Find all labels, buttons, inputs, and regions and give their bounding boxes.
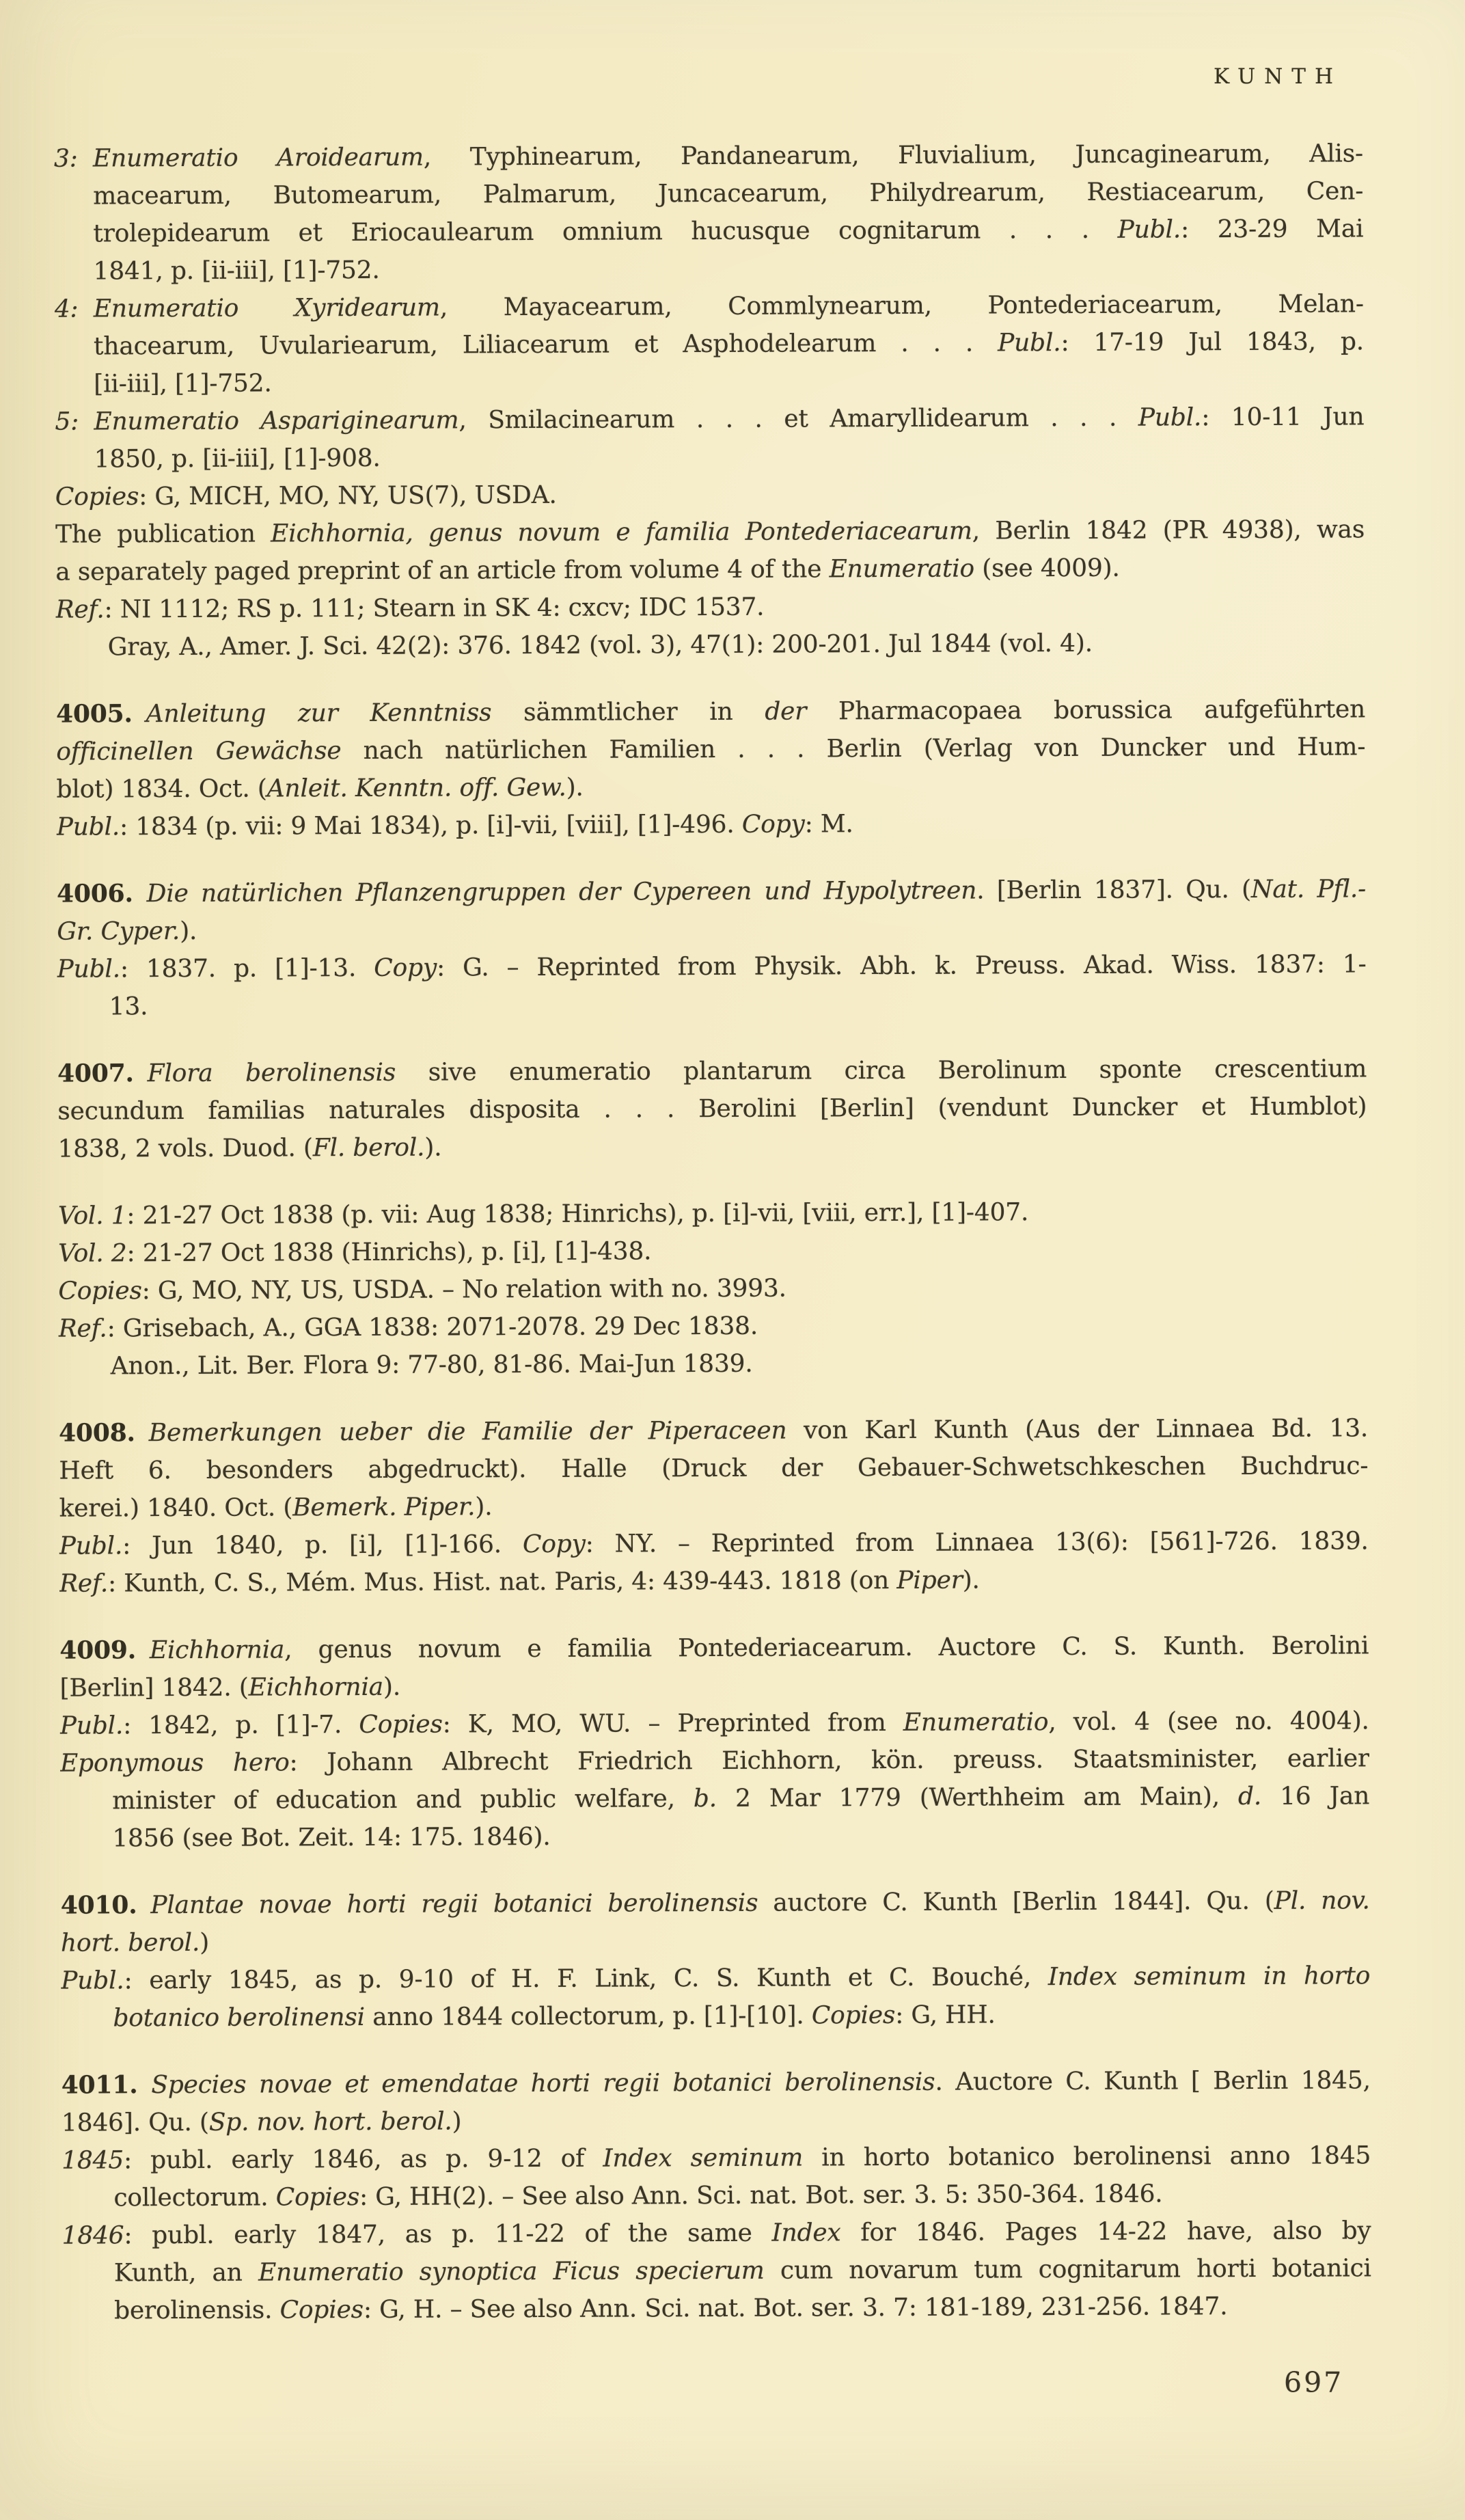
entry-number: 5: — [55, 407, 79, 436]
entry-line — [61, 2174, 1371, 2217]
entry-line — [57, 945, 1366, 988]
text-run: Copies — [55, 483, 139, 511]
text-run: : G, HH. — [895, 2001, 996, 2029]
entry-line — [57, 803, 1366, 845]
text-run: Vol. 1 — [57, 1202, 127, 1230]
entry-4005 — [56, 690, 1366, 845]
entry-number: 4: — [54, 295, 79, 323]
text-run: 16 Jan — [1261, 1782, 1370, 1811]
text-run: Copy — [374, 953, 437, 982]
entry-line — [60, 1777, 1369, 1819]
text-run: 1845 — [61, 2146, 124, 2175]
text-run: Plantae novae horti regii botanici berolinensis — [150, 1888, 758, 1920]
text-run: ). — [383, 1672, 401, 1701]
text-run: d. — [1237, 1782, 1262, 1811]
entry-line — [57, 983, 1367, 1025]
entry-line — [62, 2287, 1371, 2329]
text-run: Gr. Cyper. — [57, 917, 180, 946]
text-run: 1838, 2 vols. Duod. ( — [57, 1134, 313, 1163]
text-run: Eponymous hero — [59, 1748, 290, 1778]
entry-line — [59, 1342, 1368, 1385]
text-run: Gray, A., Amer. J. Sci. 42(2): 376. 1842 (vol. 3), 47(1): 200-201. Jul 1844 (vol. 4). — [107, 629, 1093, 662]
entry-number: 3: — [53, 144, 78, 173]
text-run: Copies — [58, 1277, 142, 1305]
entry-line — [61, 1919, 1370, 1962]
text-run: : Kunth, C. S., Mém. Mus. Hist. nat. Paris, 4: 439-443. 1818 (on — [107, 1566, 897, 1598]
text-run: Nat. Pfl.- — [1250, 875, 1367, 904]
entry-line — [55, 548, 1365, 591]
text-run: sive enumeratio plantarum circa Berolinum sponte crescentium — [395, 1055, 1367, 1087]
entry-3 — [54, 135, 1364, 290]
text-run: Publ. — [1117, 215, 1181, 244]
entry-line — [61, 2099, 1371, 2141]
text-run: 1846]. Qu. ( — [61, 2108, 209, 2137]
text-run: Enumeratio Xyridearum — [93, 293, 440, 323]
entry-line — [62, 2212, 1371, 2254]
entry-line — [59, 1447, 1368, 1489]
text-run: : 1834 (p. vii: 9 Mai 1834), p. [i]-vii, [viii], [1]-496. — [120, 810, 742, 841]
text-run: Piper — [896, 1566, 963, 1595]
text-run: Eichhornia, genus novum e familia Pontederiacearum — [271, 517, 972, 548]
text-run: der — [765, 697, 807, 726]
text-run: Publ. — [59, 1711, 124, 1740]
entry-line — [57, 870, 1366, 912]
text-run: Publ. — [59, 1532, 123, 1560]
text-run: : Grisebach, A., GGA 1838: 2071-2078. 29 Dec 1838. — [107, 1312, 758, 1343]
entry-line — [55, 511, 1365, 553]
text-run: ). — [566, 773, 584, 802]
text-run: ). — [424, 1133, 442, 1162]
entry-line — [61, 2061, 1371, 2104]
text-run: Publ. — [1138, 403, 1202, 432]
text-run: : 21-27 Oct 1838 (p. vii: Aug 1838; Hinrichs), p. [i]-vii, [viii, err.], [1]-407. — [126, 1198, 1029, 1230]
entry-id-number: 4005. — [56, 699, 133, 729]
text-run: blot) 1834. Oct. ( — [56, 774, 267, 804]
text-run: [Berlin] 1842. ( — [59, 1673, 249, 1703]
text-run: berolinensis. — [113, 2296, 280, 2325]
text-run: Sp. nov. hort. berol. — [208, 2107, 452, 2137]
text-run: , Mayacearum, Commlynearum, Pontederiacearum, Melan- — [439, 290, 1364, 322]
text-run: Publ. — [61, 1966, 124, 1995]
text-block — [54, 135, 1371, 2329]
entry-line — [60, 1739, 1369, 1782]
text-run: : 1842, p. [1]-7. — [123, 1710, 359, 1740]
entry-4006 — [57, 870, 1367, 1025]
text-run: 1841, p. [ii-iii], [1]-752. — [93, 256, 380, 286]
text-run: minister of education and public welfare, — [112, 1785, 694, 1815]
text-run: officinellen Gewächse — [56, 737, 342, 766]
text-run: Heft 6. besonders abgedruckt). Halle (Druck der Gebauer-Schwetschkeschen Buchdruc- — [59, 1452, 1369, 1485]
text-run: Species novae et emendatae horti regii botanici berolinensis — [151, 2068, 935, 2100]
text-run: Bemerkungen ueber die Familie der Piperaceen — [148, 1416, 787, 1448]
entry-line — [61, 1882, 1370, 1924]
entry-id-number: 4008. — [59, 1418, 135, 1448]
entry-id-number: 4006. — [57, 879, 133, 908]
text-run: , genus novum e familia Pontederiacearum. Auctore C. S. Kunth. Berolini — [284, 1631, 1369, 1664]
text-run: kerei.) 1840. Oct. ( — [59, 1493, 293, 1523]
entry-line — [59, 1409, 1368, 1452]
entry-line — [55, 285, 1364, 327]
text-run: Index — [771, 2219, 841, 2247]
text-run: , Typhinearum, Pandanearum, Fluvialium, Juncaginearum, Alis- — [423, 139, 1364, 172]
text-run: : 21-27 Oct 1838 (Hinrichs), p. [i], [1]-438. — [126, 1237, 652, 1268]
text-run: : G, MO, NY, US, USDA. – No relation with no. 3993. — [141, 1274, 786, 1305]
text-run: 2 Mar 1779 (Werthheim am Main), — [716, 1783, 1239, 1813]
entry-line — [57, 1087, 1367, 1130]
text-run: . Auctore C. Kunth [ Berlin 1845, — [935, 2066, 1371, 2096]
text-run: cum novarum tum cognitarum horti botanici — [764, 2254, 1371, 2285]
entry-line — [54, 247, 1363, 290]
text-run: : 1837. p. [1]-13. — [120, 953, 374, 984]
text-run: Anleitung zur Kenntniss — [146, 699, 492, 729]
text-run: : NY. – Reprinted from Linnaea 13(6): [561]-726. 1839. — [585, 1527, 1369, 1558]
text-run: ) — [200, 1928, 210, 1957]
text-run: Flora berolinensis — [147, 1058, 396, 1088]
text-run: anno 1844 collectorum, p. [1]-[10]. — [364, 2001, 812, 2031]
text-run: Enumeratio synoptica Ficus specierum — [258, 2256, 765, 2287]
entry-line — [58, 1230, 1367, 1272]
text-run: Copy — [741, 810, 805, 839]
entry-line — [58, 1305, 1367, 1347]
text-run: von Karl Kunth (Aus der Linnaea Bd. 13. — [786, 1414, 1369, 1445]
text-run: Enumeratio Aspariginearum — [94, 406, 459, 436]
text-run: , Smilacinearum . . . et Amaryllidearum . . . — [458, 403, 1138, 435]
text-run: Publ. — [56, 813, 120, 841]
text-run: The publication — [55, 519, 271, 549]
entry-5 — [55, 398, 1364, 478]
entry-4004-notes — [55, 473, 1365, 666]
text-run: botanico berolinensi — [113, 2003, 366, 2033]
text-run: ). — [962, 1566, 980, 1595]
text-run: ). — [475, 1493, 493, 1521]
entry-line — [59, 1560, 1369, 1602]
entry-line — [56, 690, 1365, 733]
entry-line — [62, 2249, 1371, 2292]
text-run: Ref. — [58, 1314, 107, 1343]
entry-4 — [55, 285, 1365, 403]
text-run: 1846 — [61, 2221, 124, 2250]
text-run: Pl. nov. — [1274, 1886, 1370, 1915]
entry-line — [61, 2137, 1371, 2179]
entry-4011 — [61, 2061, 1371, 2329]
text-run: a separately paged preprint of an article from volume 4 of the — [55, 555, 830, 586]
text-run: Eichhornia — [248, 1672, 384, 1702]
text-run: . [Berlin 1837]. Qu. ( — [976, 875, 1252, 905]
text-run: trolepidearum et Eriocaulearum omnium hucusque cognitarum . . . — [93, 215, 1118, 248]
text-run: : 10-11 Jun — [1201, 403, 1365, 432]
text-run: Kunth, an — [113, 2258, 259, 2288]
text-run: Die natürlichen Pflanzengruppen der Cypereen und Hypolytreen — [146, 876, 977, 908]
text-run: : early 1845, as p. 9-10 of H. F. Link, C. S. Kunth et C. Bouché, — [124, 1963, 1048, 1995]
entry-4010 — [61, 1882, 1371, 2037]
text-run: : NI 1112; RS p. 111; Stearn in SK 4: cxcv; IDC 1537. — [104, 593, 765, 624]
text-run: , vol. 4 (see no. 4004). — [1048, 1707, 1369, 1737]
text-run: Anleit. Kenntn. off. Gew. — [266, 773, 566, 803]
text-run: hort. berol. — [60, 1928, 200, 1957]
text-run: : publ. early 1846, as p. 9-12 of — [123, 2144, 603, 2175]
entry-line — [60, 1815, 1369, 1857]
entry-line — [59, 1522, 1369, 1564]
entry-line — [55, 473, 1365, 515]
entry-line — [55, 360, 1364, 403]
text-run: in horto botanico berolinensi anno 1845 — [803, 2141, 1371, 2172]
entry-line — [56, 623, 1365, 666]
text-run: Copies — [279, 2295, 364, 2325]
entry-line — [61, 1957, 1370, 1999]
text-run: Enumeratio — [829, 554, 975, 584]
text-run: : 17-19 Jul 1843, p. — [1060, 327, 1365, 357]
text-run: Publ. — [998, 329, 1061, 357]
text-run: 13. — [109, 992, 148, 1021]
page-number: 697 — [1284, 2366, 1344, 2399]
entry-line — [59, 1627, 1369, 1669]
text-run: Ref. — [55, 595, 105, 624]
entry-line — [58, 1267, 1367, 1310]
entry-line — [57, 1125, 1367, 1167]
entry-line — [54, 172, 1363, 215]
entry-line — [54, 135, 1363, 177]
entry-line — [55, 323, 1364, 365]
entry-id-number: 4011. — [61, 2070, 138, 2100]
text-run: b. — [693, 1784, 717, 1813]
text-run: [ii-iii], [1]-752. — [94, 369, 272, 398]
text-run: Copy — [522, 1530, 586, 1559]
entry-line — [56, 766, 1365, 808]
text-run: ) — [452, 2107, 462, 2136]
entry-4007-collation — [58, 1192, 1368, 1385]
text-run: Index seminum — [603, 2143, 804, 2173]
text-run: : publ. early 1847, as p. 11-22 of the same — [124, 2219, 772, 2250]
entry-line — [57, 1050, 1367, 1092]
text-run: 1856 (see Bot. Zeit. 14: 175. 1846). — [112, 1822, 551, 1853]
text-run: (see 4009). — [974, 554, 1120, 583]
entry-line — [61, 1994, 1370, 2037]
text-run: Bemerk. Piper. — [292, 1493, 476, 1522]
entry-line — [55, 398, 1364, 440]
entry-line — [59, 1664, 1369, 1707]
text-run: Vol. 2 — [58, 1239, 127, 1268]
text-run: Eichhornia — [149, 1636, 285, 1665]
text-run: Enumeratio Aroidearum — [92, 143, 424, 173]
text-run: : G, H. – See also Ann. Sci. nat. Bot. ser. 3. 7: 181-189, 231-256. 1847. — [363, 2292, 1228, 2324]
entry-line — [55, 586, 1365, 628]
text-run: Copies — [275, 2182, 360, 2212]
entry-line — [54, 210, 1363, 252]
text-run: Enumeratio — [903, 1708, 1049, 1737]
text-run: , Berlin 1842 (PR 4938), was — [972, 515, 1365, 545]
text-run: Ref. — [59, 1569, 109, 1598]
text-run: auctore C. Kunth [Berlin 1844]. Qu. ( — [758, 1886, 1274, 1917]
text-run: : Jun 1840, p. [i], [1]-166. — [122, 1530, 523, 1560]
text-run: secundum familias naturales disposita . . . Berolini [Berlin] (vendunt Duncker et Humblot) — [57, 1092, 1367, 1126]
entry-4009 — [59, 1627, 1369, 1857]
text-run: macearum, Butomearum, Palmarum, Juncacearum, Philydrearum, Restiacearum, Cen- — [93, 177, 1364, 211]
text-run: : G. – Reprinted from Physik. Abh. k. Preuss. Akad. Wiss. 1837: 1- — [436, 950, 1367, 982]
text-run: sämmtlicher in — [491, 697, 765, 727]
entry-line — [56, 728, 1365, 770]
text-run: nach natürlichen Familien . . . Berlin (Verlag von Duncker und Hum- — [341, 733, 1366, 766]
text-run: : 23-29 Mai — [1180, 215, 1364, 244]
entry-id-number: 4010. — [60, 1891, 137, 1920]
running-head: KUNTH — [1214, 64, 1343, 89]
text-run: Copies — [811, 2001, 896, 2030]
text-run: Publ. — [57, 955, 121, 984]
text-run: : K, MO, WU. – Preprinted from — [442, 1708, 903, 1739]
entry-line — [58, 1192, 1367, 1234]
entry-line — [59, 1485, 1368, 1527]
entry-id-number: 4007. — [57, 1059, 134, 1088]
text-run: thacearum, Uvulariearum, Liliacearum et Asphodelearum . . . — [93, 329, 998, 361]
entry-line — [57, 908, 1366, 950]
text-run: : G, HH(2). – See also Ann. Sci. nat. Bot. ser. 3. 5: 350-364. 1846. — [359, 2180, 1163, 2211]
text-run: Copies — [359, 1710, 443, 1739]
entry-line — [60, 1702, 1369, 1744]
text-run: Index seminum in horto — [1048, 1962, 1371, 1992]
text-run: 1850, p. [ii-iii], [1]-908. — [94, 444, 381, 474]
text-run: Anon., Lit. Ber. Flora 9: 77-80, 81-86. Mai-Jun 1839. — [110, 1349, 753, 1381]
entry-4008 — [59, 1409, 1369, 1602]
text-run: : Johann Albrecht Friedrich Eichhorn, kön. preuss. Staatsminister, earlier — [289, 1744, 1370, 1777]
entry-line — [55, 435, 1365, 478]
text-run: : M. — [804, 810, 853, 839]
entry-id-number: 4009. — [59, 1636, 137, 1665]
text-run: collectorum. — [113, 2183, 276, 2212]
entry-4007 — [57, 1050, 1367, 1167]
text-run: for 1846. Pages 14-22 have, also by — [840, 2217, 1371, 2247]
text-run: Pharmacopaea borussica aufgeführten — [806, 695, 1366, 726]
text-run: : G, MICH, MO, NY, US(7), USDA. — [139, 480, 557, 511]
text-run: Fl. berol. — [312, 1133, 425, 1163]
text-run: ). — [180, 917, 197, 945]
